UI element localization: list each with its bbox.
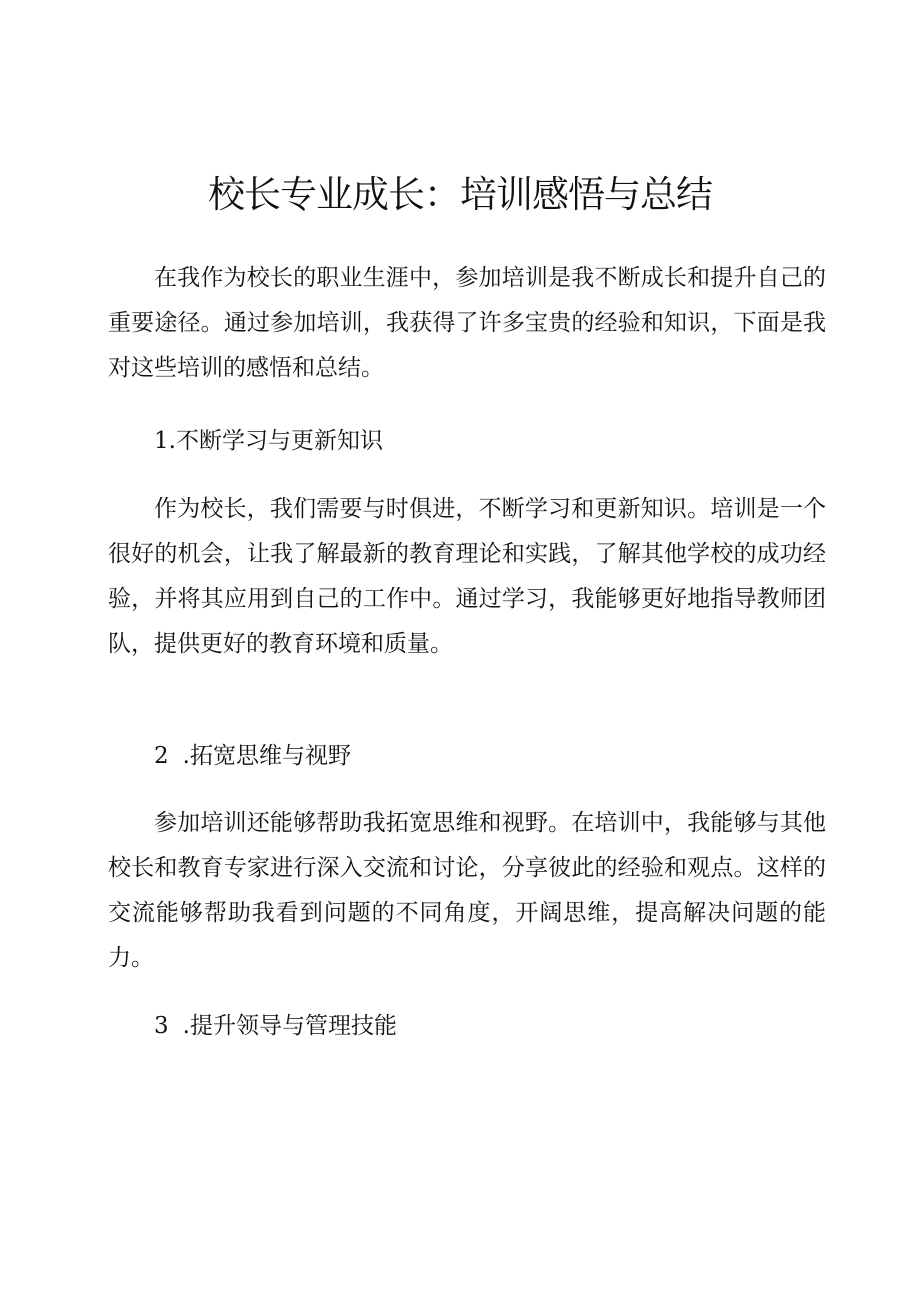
section-number-2: 2	[154, 743, 169, 769]
section-number-3: 3	[154, 1013, 169, 1039]
section-title-2: .拓宽思维与视野	[182, 743, 351, 769]
section-body-1: 作为校长，我们需要与时俱进，不断学习和更新知识。培训是一个很好的机会，让我了解最新的教育理论和实践，了解其他学校的成功经验，并将其应用到自己的工作中。通过学习，我能够更好地指导教师团队，提供更好的教育环境和质量。	[108, 496, 826, 657]
section-title-1: 不断学习与更新知识	[175, 428, 383, 454]
section-title-3: .提升领导与管理技能	[182, 1013, 397, 1039]
section-heading-2	[154, 734, 351, 779]
section-body-2: 参加培训还能够帮助我拓宽思维和视野。在培训中，我能够与其他校长和教育专家进行深入交流和讨论，分享彼此的经验和观点。这样的交流能够帮助我看到问题的不同角度，开阔思维，提高解决问题的能力。	[108, 810, 826, 971]
section-heading-3	[154, 1004, 397, 1049]
page-title: 校长专业成长：培训感悟与总结	[208, 173, 712, 216]
intro-paragraph: 在我作为校长的职业生涯中，参加培训是我不断成长和提升自己的重要途径。通过参加培训，我获得了许多宝贵的经验和知识，下面是我对这些培训的感悟和总结。	[108, 265, 826, 381]
section-number-1: 1.	[154, 428, 176, 454]
section-heading-1	[154, 419, 383, 464]
